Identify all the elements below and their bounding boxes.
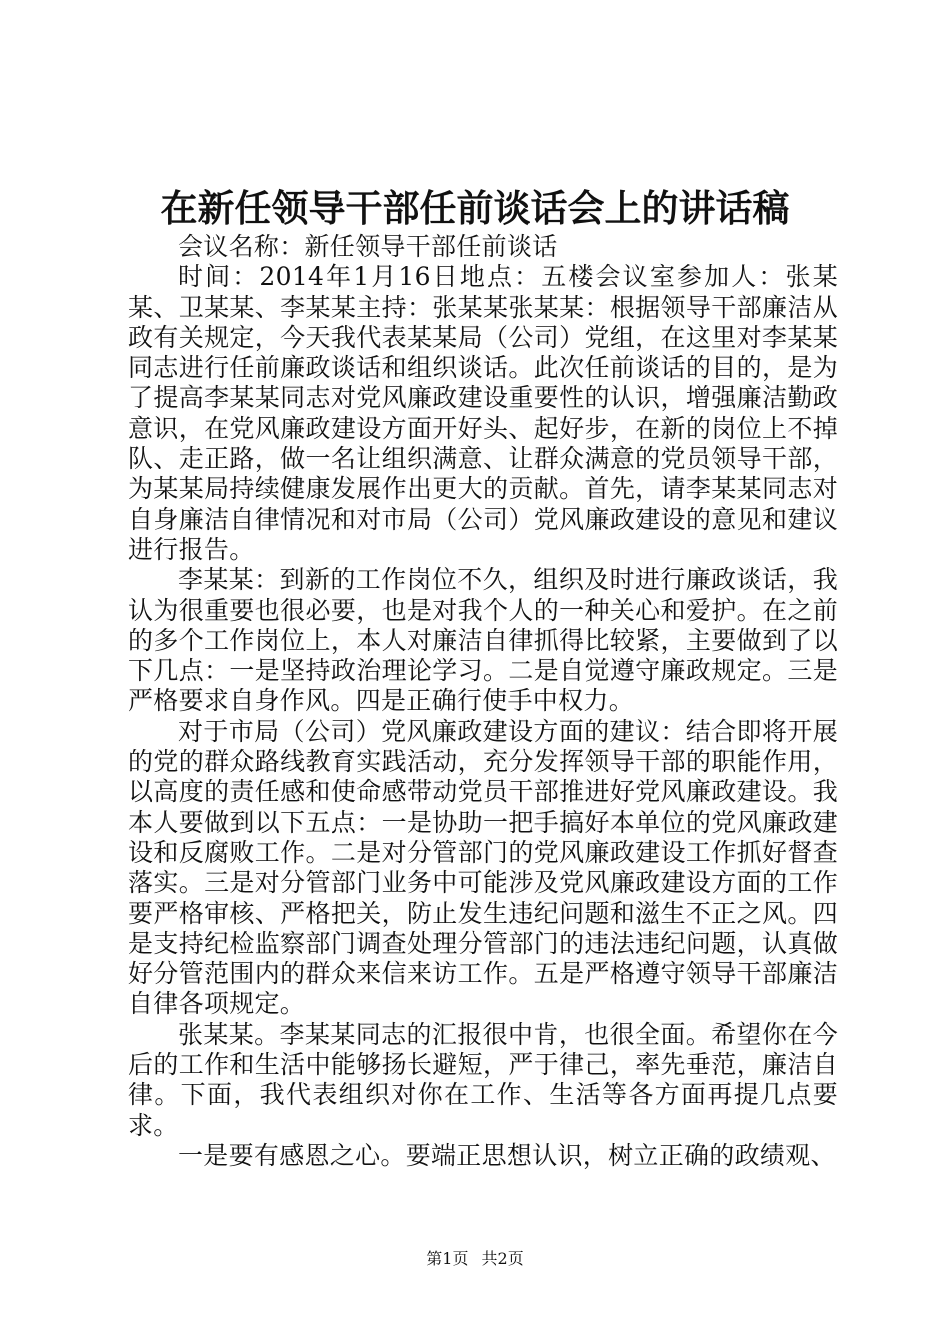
page-number-total: 共2页 xyxy=(481,1249,524,1268)
paragraph-meeting-info: 时间：2014年1月16日地点：五楼会议室参加人：张某某、卫某某、李某某主持：张某某张某某：根据领导干部廉洁从政有关规定，今天我代表某某局（公司）党组，在这里对李某某同志进行任前廉政谈话和组织谈话。此次任前谈话的目的，是为了提高李某某同志对党风廉政建设重要性的认识，增强廉洁勤政意识，在党风廉政建设方面开好头、起好步，在新的岗位上不掉队、走正路，做一名让组织满意、让群众满意的党员领导干部，为某某局持续健康发展作出更大的贡献。首先，请李某某同志对自身廉洁自律情况和对市局（公司）党风廉政建设的意见和建议进行报告。 xyxy=(128,262,838,564)
paragraph-li-report: 李某某：到新的工作岗位不久，组织及时进行廉政谈话，我认为很重要也很必要，也是对我个人的一种关心和爱护。在之前的多个工作岗位上，本人对廉洁自律抓得比较紧，主要做到了以下几点：一是坚持政治理论学习。二是自觉遵守廉政规定。三是严格要求自身作风。四是正确行使手中权力。 xyxy=(128,565,838,716)
paragraph-meeting-name: 会议名称：新任领导干部任前谈话 xyxy=(178,232,558,261)
paragraph-zhang-response: 张某某。李某某同志的汇报很中肯，也很全面。希望你在今后的工作和生活中能够扬长避短，严于律己，率先垂范，廉洁自律。下面，我代表组织对你在工作、生活等各方面再提几点要求。 xyxy=(128,1019,838,1140)
page-number-current: 第1页 xyxy=(426,1249,469,1268)
document-title: 在新任领导干部任前谈话会上的讲话稿 xyxy=(160,186,790,230)
page-footer xyxy=(0,1248,950,1270)
paragraph-suggestions: 对于市局（公司）党风廉政建设方面的建议：结合即将开展的党的群众路线教育实践活动，充分发挥领导干部的职能作用，以高度的责任感和使命感带动党员干部推进好党风廉政建设。我本人要做到以下五点：一是协助一把手搞好本单位的党风廉政建设和反腐败工作。二是对分管部门的党风廉政建设工作抓好督查落实。三是对分管部门业务中可能涉及党风廉政建设方面的工作要严格审核、严格把关，防止发生违纪问题和滋生不正之风。四是支持纪检监察部门调查处理分管部门的违法违纪问题，认真做好分管范围内的群众来信来访工作。五是严格遵守领导干部廉洁自律各项规定。 xyxy=(128,716,838,1019)
paragraph-requirement-one: 一是要有感恩之心。要端正思想认识，树立正确的政绩观、 xyxy=(178,1140,836,1170)
document-body xyxy=(128,232,838,1171)
